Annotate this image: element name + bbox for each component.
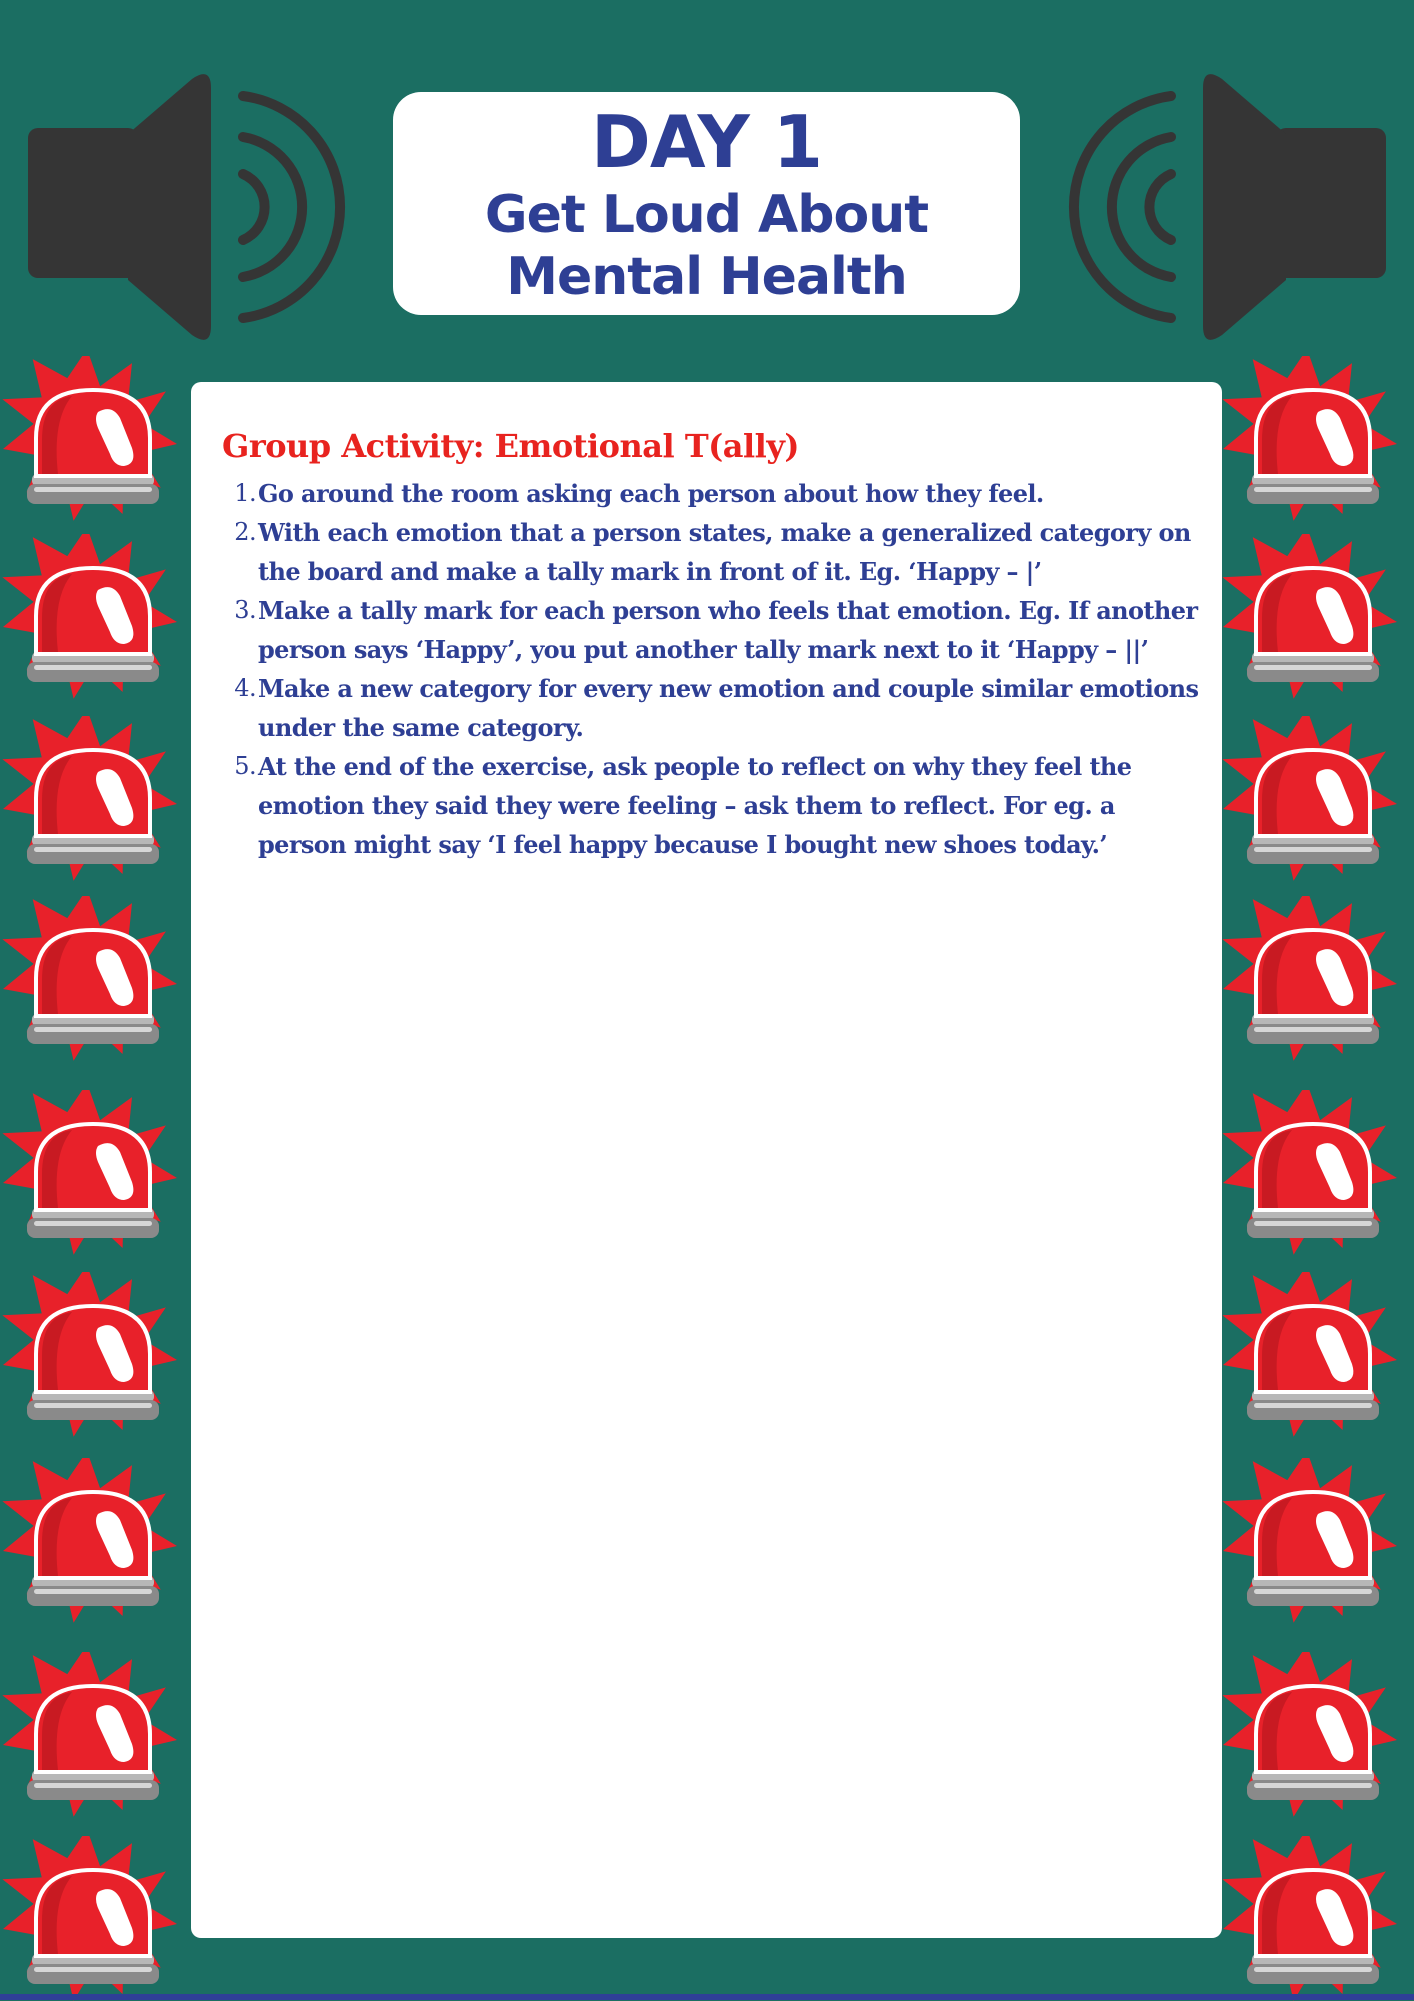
siren-light-icon — [1220, 1836, 1400, 2001]
siren-light-icon — [1220, 1272, 1400, 1437]
step-number: 4. — [234, 674, 256, 702]
bottom-strip — [0, 1994, 1414, 2000]
title-line-2: Mental Health — [506, 246, 907, 307]
siren-light-icon — [0, 534, 180, 699]
siren-light-icon — [0, 1652, 180, 1817]
day-label: DAY 1 — [591, 99, 822, 184]
activity-step — [222, 591, 1202, 669]
siren-light-icon — [1220, 716, 1400, 881]
title-card — [393, 92, 1020, 315]
step-number: 1. — [234, 479, 256, 507]
step-number: 3. — [234, 596, 256, 624]
activity-step — [222, 513, 1202, 591]
step-text: At the end of the exercise, ask people to reflect on why they feel the emotion they said they were feeling – ask them to reflect. For eg. a person might say ‘I feel happy because I bought new shoes today.’ — [258, 752, 1132, 859]
siren-light-icon — [0, 1272, 180, 1437]
speaker-left-icon — [28, 72, 358, 342]
step-text: Make a tally mark for each person who feels that emotion. Eg. If another person says ‘Happy’, you put another tally mark next to it ‘Happy – ||’ — [258, 596, 1198, 664]
siren-light-icon — [1220, 534, 1400, 699]
siren-light-icon — [1220, 896, 1400, 1061]
activity-step — [222, 747, 1202, 864]
title-line-1: Get Loud About — [484, 184, 929, 245]
step-text: Go around the room asking each person about how they feel. — [258, 479, 1044, 508]
siren-light-icon — [0, 1090, 180, 1255]
activity-heading: Group Activity: Emotional T(ally) — [222, 427, 800, 465]
siren-light-icon — [0, 896, 180, 1061]
step-text: Make a new category for every new emotion and couple similar emotions under the same category. — [258, 674, 1199, 742]
siren-light-icon — [1220, 1458, 1400, 1623]
activity-card — [191, 382, 1222, 1938]
siren-light-icon — [1220, 356, 1400, 521]
step-text: With each emotion that a person states, make a generalized category on the board and make a tally mark in front of it. Eg. ‘Happy – |’ — [258, 518, 1191, 586]
siren-light-icon — [1220, 1090, 1400, 1255]
speaker-right-icon — [1056, 72, 1386, 342]
siren-light-icon — [0, 716, 180, 881]
activity-steps-list — [222, 474, 1202, 864]
step-number: 2. — [234, 518, 256, 546]
activity-step — [222, 669, 1202, 747]
siren-light-icon — [0, 1458, 180, 1623]
activity-step — [222, 474, 1202, 513]
siren-light-icon — [0, 356, 180, 521]
step-number: 5. — [234, 752, 256, 780]
siren-light-icon — [1220, 1652, 1400, 1817]
siren-light-icon — [0, 1836, 180, 2001]
